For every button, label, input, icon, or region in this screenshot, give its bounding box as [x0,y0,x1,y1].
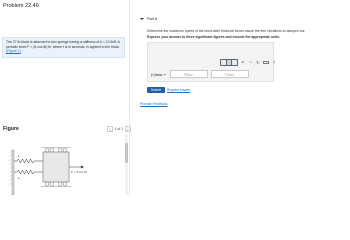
prev-figure-button[interactable]: ‹ [107,126,113,132]
problem-title: Problem 22.46 [3,3,39,9]
spring-constant-label-lower: k [18,176,20,180]
spring-upper [14,159,43,163]
undo-icon[interactable]: ↶ [241,59,245,65]
figure-heading: Figure [3,126,19,132]
request-answer-link[interactable]: Request Answer [167,88,191,92]
spring-lower [14,170,43,174]
answer-variable-label: (v)max = [151,71,167,77]
problem-statement [2,37,125,58]
submit-button[interactable]: Submit [147,87,165,93]
answer-input-row [151,70,249,78]
block [43,152,69,182]
wall [12,150,14,195]
provide-feedback-link[interactable]: Provide Feedback [140,102,168,106]
next-figure-button[interactable]: › [125,126,131,132]
part-a-header[interactable] [140,17,157,21]
value-input[interactable]: Value [170,70,208,78]
template-greek-icon[interactable] [232,60,237,65]
force-label: F = 8 cos 8t [71,170,87,174]
figure-link[interactable]: (Figure 1) [6,49,21,54]
template-buttons [220,59,238,66]
answer-toolbar [220,59,277,66]
redo-icon[interactable]: ↷ [248,59,253,65]
part-a-instruction: Express your answer to three significant figures and include the appropriate units. [147,35,281,39]
scrollbar-thumb[interactable] [125,143,128,163]
part-a-label: Part A [147,17,158,21]
help-icon[interactable]: ? [272,60,276,65]
answer-panel [147,42,274,82]
keyboard-icon[interactable] [263,61,269,65]
figure-pager [107,126,131,132]
part-a-question: Determine the maximum speed of the block after frictional forces cause the free vibrations to dampen out. [147,29,306,33]
units-input[interactable]: Units [211,70,249,78]
wheels-bottom [45,182,67,186]
problem-text: The 27-lb block is attached to two springs having a stiffness of k = 10 lb/ft. A periodic force F = (8 cos 8t) lb, where t is in seconds, is applied to the block. [6,40,120,49]
spring-constant-label-upper: k [18,154,20,158]
template-units-icon[interactable] [227,60,231,65]
collapse-caret-icon[interactable] [140,18,144,20]
figure-scrollbar[interactable] [125,135,128,195]
pane-divider[interactable] [129,0,130,195]
reset-icon[interactable]: ↻ [256,59,260,65]
wheels-top [45,148,67,152]
figure-page-count: 1 of 1 [114,127,124,131]
template-fraction-icon[interactable] [221,60,226,65]
spring-block-figure [5,144,105,195]
